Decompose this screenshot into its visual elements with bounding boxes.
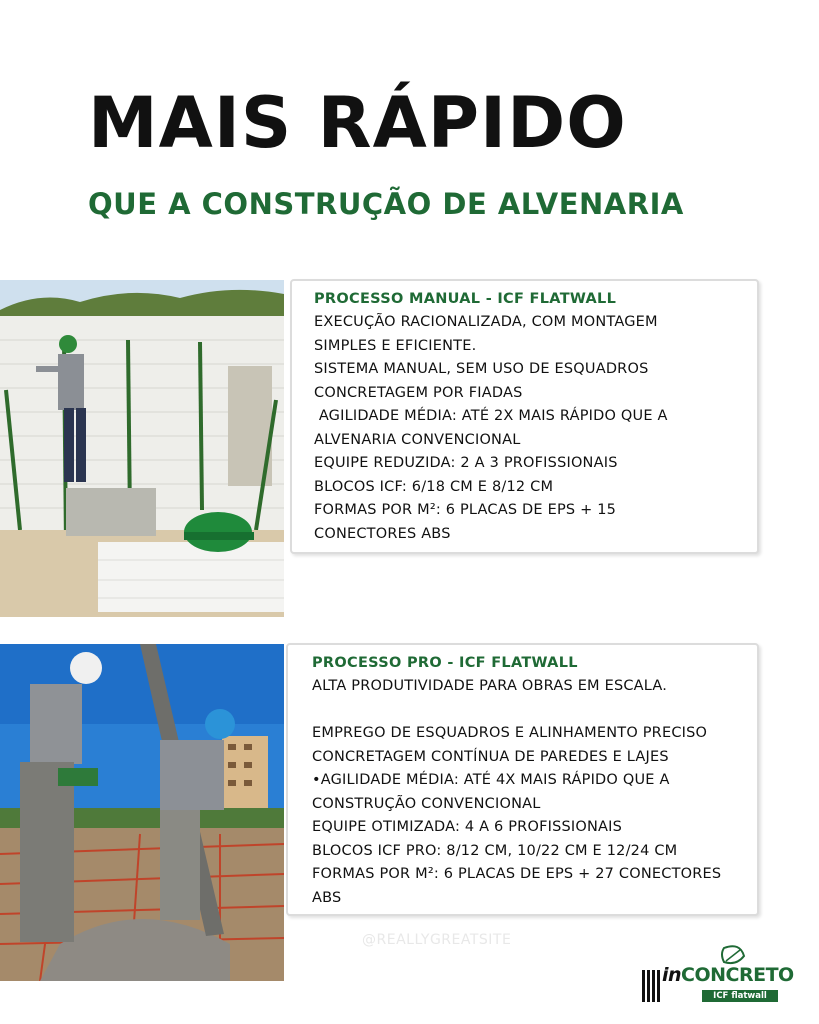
list-item: CONCRETAGEM CONTÍNUA DE PAREDES E LAJES — [312, 748, 669, 765]
manual-process-card — [290, 279, 759, 554]
list-item: •AGILIDADE MÉDIA: ATÉ 4X MAIS RÁPIDO QUE A — [312, 772, 670, 788]
list-item: BLOCOS ICF: 6/18 CM E 8/12 CM — [314, 478, 554, 495]
list-item: AGILIDADE MÉDIA: ATÉ 2X MAIS RÁPIDO QUE A — [314, 408, 668, 424]
logo-prefix: in — [662, 964, 682, 986]
section-title: PROCESSO PRO - ICF FLATWALL — [312, 655, 578, 671]
page-title: MAIS RÁPIDO — [88, 82, 627, 164]
list-item: EMPREGO DE ESQUADROS E ALINHAMENTO PRECISO — [312, 725, 708, 741]
logo-name: CONCRETO — [681, 964, 794, 986]
pro-process-card — [286, 643, 759, 916]
photo-pro-process — [0, 644, 284, 981]
list-item: EQUIPE OTIMIZADA: 4 A 6 PROFISSIONAIS — [312, 819, 623, 835]
logo-wordmark — [662, 964, 794, 986]
list-item: ALTA PRODUTIVIDADE PARA OBRAS EM ESCALA. — [312, 678, 668, 694]
list-item: ALVENARIA CONVENCIONAL — [314, 431, 521, 448]
list-item: CONCRETAGEM POR FIADAS — [314, 384, 523, 401]
list-item: CONECTORES ABS — [314, 525, 451, 542]
watermark-text: @REALLYGREATSITE — [362, 932, 512, 948]
page-subtitle: QUE A CONSTRUÇÃO DE ALVENARIA — [88, 187, 684, 221]
logo-tagline: ICF flatwall — [702, 990, 778, 1002]
list-item: BLOCOS ICF PRO: 8/12 CM, 10/22 CM E 12/24 CM — [312, 842, 678, 859]
list-item — [312, 699, 747, 723]
section-title: PROCESSO MANUAL - ICF FLATWALL — [314, 291, 617, 307]
list-item: SISTEMA MANUAL, SEM USO DE ESQUADROS — [314, 361, 649, 377]
list-item: EQUIPE REDUZIDA: 2 A 3 PROFISSIONAIS — [314, 455, 618, 471]
list-item: EXECUÇÃO RACIONALIZADA, COM MONTAGEM — [314, 314, 658, 330]
list-item: FORMAS POR M²: 6 PLACAS DE EPS + 27 CONECTORES — [312, 866, 722, 882]
list-item: FORMAS POR M²: 6 PLACAS DE EPS + 15 — [314, 502, 617, 518]
list-item: SIMPLES E EFICIENTE. — [314, 337, 477, 354]
brand-logo — [640, 944, 794, 1008]
list-item: CONSTRUÇÃO CONVENCIONAL — [312, 795, 541, 812]
photo-manual-process — [0, 280, 284, 617]
list-item: ABS — [312, 889, 342, 906]
